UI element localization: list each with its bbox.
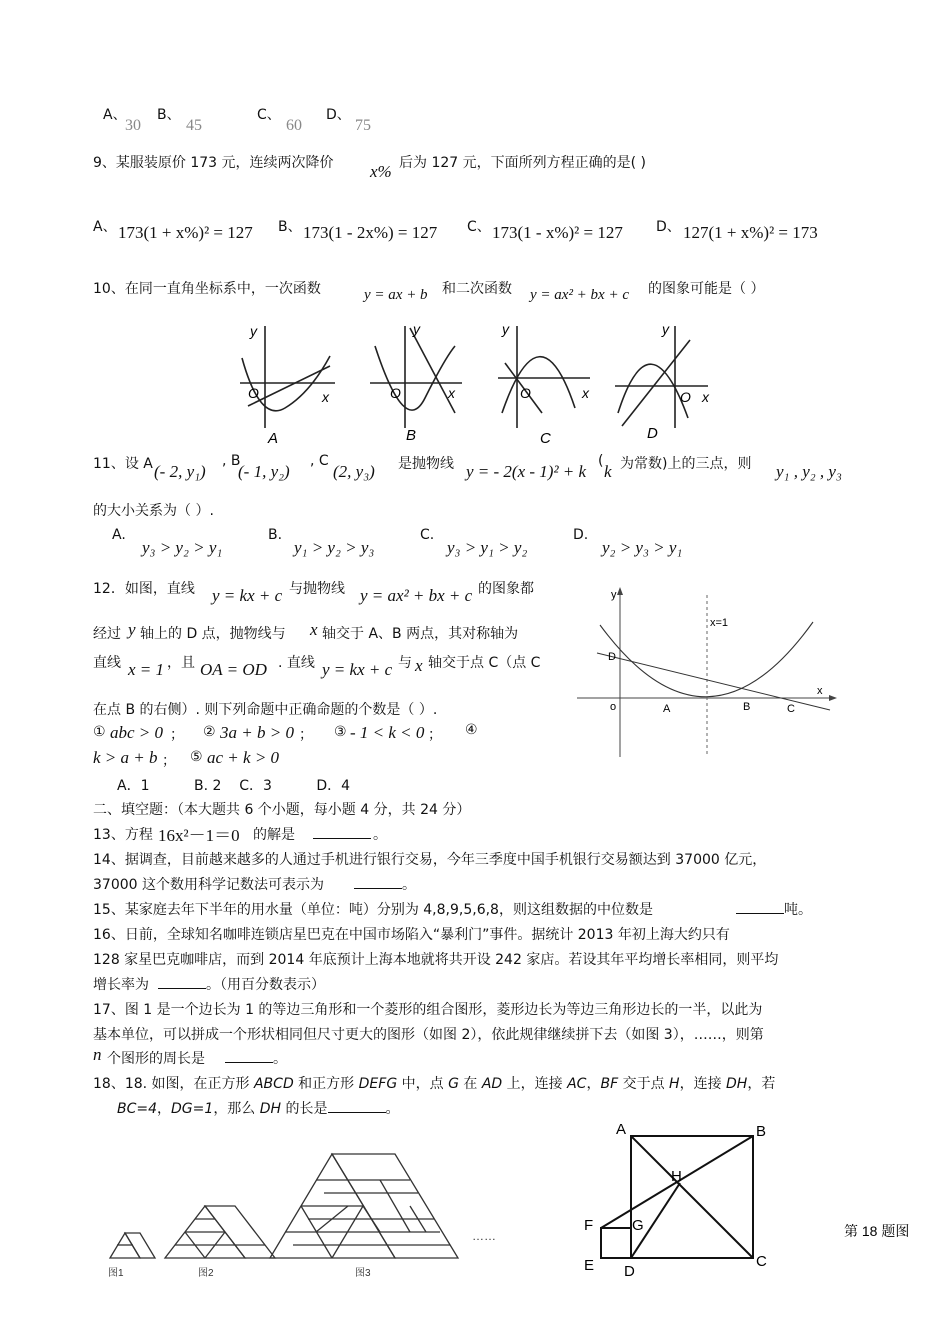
q12-line-3-formula: y = kx + c <box>322 660 393 679</box>
q16-line-2: 128 家星巴克咖啡店，而到 2014 年底预计上海本地就将共开设 242 家店。若设其年平均增长率相同，则平均 <box>93 952 779 968</box>
q12-choice-2-num: ② <box>203 724 216 740</box>
q12-choice-3-num: ③ <box>334 724 347 740</box>
q9-stem-b: 后为 127 元，下面所列方程正确的是( ) <box>399 155 646 171</box>
q18-label-a: A <box>616 1121 627 1138</box>
q11-stem-b: 是抛物线 <box>398 456 454 472</box>
q9-option-c-label: C、 <box>467 219 491 235</box>
q8-option-d-value: 75 <box>355 117 371 134</box>
q17-figures <box>100 1148 500 1283</box>
q12-choice-1-num: ① <box>93 724 106 740</box>
q18-label-g: G <box>632 1217 644 1234</box>
q9-stem-a: 9、某服装原价 173 元，连续两次降价 <box>93 155 334 171</box>
q11-k: k <box>604 462 612 481</box>
q11-k-open: ( <box>598 453 604 469</box>
q9-option-d: 127(1 + x%)² = 173 <box>683 223 818 242</box>
q12-line-1b: 与抛物线 <box>289 581 345 597</box>
q12-choice-1-sep: ； <box>170 727 184 743</box>
q12-choice-1: abc > 0 <box>110 723 164 742</box>
q11-option-d-label: D. <box>573 527 589 543</box>
q10-graphs <box>230 318 720 448</box>
q12-graph-y-label: y <box>611 589 617 601</box>
q13-text-a: 13、方程 <box>93 827 153 843</box>
q12-options: A．1 B. 2 C．3 D．4 <box>117 778 351 794</box>
q11-point-b: (- 1, y₂) <box>238 462 290 481</box>
q9-option-c: 173(1 - x%)² = 127 <box>492 223 623 242</box>
q12-line-3c: . 直线 <box>278 655 315 671</box>
q11-line-2: 的大小关系为（ ）. <box>93 503 214 519</box>
q12-choice-4-num: ④ <box>465 722 478 738</box>
q12-line-4: 在点 B 的右侧）. 则下列命题中正确命题的个数是（ ）. <box>93 702 438 718</box>
q10-graph-a-x: x <box>322 389 329 405</box>
q12-line-2b: 轴上的 D 点，抛物线与 <box>140 626 286 642</box>
q12-graph-a: A <box>663 703 671 715</box>
q12-line-3-x1: x = 1 <box>128 660 165 679</box>
q10-graph-b-y: y <box>413 321 420 337</box>
q16-blank <box>158 974 206 993</box>
q16-line-3: 增长率为 <box>93 977 149 993</box>
q10-graph-c-x: x <box>582 385 589 401</box>
q11-stem-c: 为常数)上的三点，则 <box>620 456 752 472</box>
q12-line-3x: x <box>415 656 423 675</box>
q12-choice-4-sep: ； <box>162 753 176 769</box>
q18-line-2: BC=4，DG=1，那么 DH 的长是 。 <box>117 1098 400 1118</box>
q10-graph-c-label: C <box>540 430 551 447</box>
q8-option-a-value: 30 <box>125 117 141 134</box>
q8-option-b-value: 45 <box>186 117 202 134</box>
q11-option-c-label: C. <box>420 527 435 543</box>
q17-line-2: 基本单位，可以拼成一个形状相同但尺寸更大的图形（如图 2），依此规律继续拼下去（如图 3），……，则第 <box>93 1027 764 1043</box>
q8-option-c-label: C、 <box>257 107 281 123</box>
q18-blank <box>328 1098 386 1113</box>
q11-sep-1: , B <box>222 453 241 469</box>
q12-choice-4: k > a + b <box>93 748 158 767</box>
q13-text-c: 。 <box>373 827 387 843</box>
q10-stem-b: 和二次函数 <box>442 281 512 297</box>
q10-graph-d-label: D <box>647 425 658 442</box>
q12-graph-x-label: x <box>817 685 823 697</box>
q12-graph-axis-label: x=1 <box>710 617 729 629</box>
q17-figure-1 <box>110 1233 155 1258</box>
q12-line-1c: 的图象都 <box>478 581 534 597</box>
q14-line-1: 14、据调查，目前越来越多的人通过手机进行银行交易，今年三季度中国手机银行交易额达到 37000 亿元， <box>93 852 767 868</box>
q17-figure-2-caption: 图2 <box>198 1268 214 1279</box>
section-2-heading: 二、填空题：（本大题共 6 个小题，每小题 4 分，共 24 分） <box>93 802 471 818</box>
q18-figure <box>578 1118 938 1280</box>
q17-line-3b: 。 <box>273 1051 287 1067</box>
q11-stem-a: 11、设 A <box>93 456 153 472</box>
q15-text-b: 吨。 <box>784 902 812 918</box>
q10-graph-b <box>370 326 462 428</box>
q13-blank <box>313 824 371 843</box>
q12-graph-d: D <box>608 651 616 663</box>
q15-blank <box>736 899 784 918</box>
q10-graph-a-o: O <box>248 385 259 401</box>
q13-equation: 16x²－1＝0 <box>158 826 240 845</box>
q12-line-3e: 轴交于点 C（点 C <box>428 655 541 671</box>
q8-option-a-label: A、 <box>103 107 127 123</box>
q18-label-c: C <box>756 1253 767 1270</box>
q12-line-2c: 轴交于 A、B 两点，其对称轴为 <box>322 626 519 642</box>
q8-options <box>103 104 127 124</box>
q11-point-c: (2, y₃) <box>333 462 375 481</box>
q11-option-a: y₃ > y₂ > y₁ <box>142 538 223 557</box>
q9-variable: x% <box>370 162 392 181</box>
q12-line-1a: 12．如图，直线 <box>93 581 195 597</box>
q18-label-b: B <box>756 1123 767 1140</box>
q12-line-2y: y <box>128 620 136 639</box>
q10-graph-d-y: y <box>662 321 669 337</box>
q17-continuation-dots: …… <box>472 1229 496 1243</box>
q14-line-2b: 。 <box>402 877 416 893</box>
q12-line-3b: ，且 <box>167 655 195 671</box>
q11-option-a-label: A. <box>112 527 126 543</box>
q11-parabola: y = - 2(x - 1)² + k <box>466 462 587 481</box>
q9-option-a-label: A、 <box>93 219 117 235</box>
q14-blank <box>354 874 402 893</box>
q10-graph-c-y: y <box>502 321 509 337</box>
q12-graph <box>575 585 845 765</box>
q9-option-b: 173(1 - 2x%) = 127 <box>303 223 438 242</box>
q12-line-2x: x <box>310 620 318 639</box>
q18-label-e: E <box>584 1257 595 1274</box>
q12-line-3a: 直线 <box>93 655 121 671</box>
q17-line-3: 个图形的周长是 <box>107 1051 205 1067</box>
q17-figure-3 <box>270 1154 458 1258</box>
q8-option-b-label: B、 <box>157 107 181 123</box>
q10-stem-a: 10、在同一直角坐标系中，一次函数 <box>93 281 321 297</box>
q10-graph-a <box>240 326 335 428</box>
q10-graph-b-label: B <box>406 427 417 444</box>
q12-choice-3-sep: ； <box>428 727 442 743</box>
q12-choice-5: ac + k > 0 <box>207 748 280 767</box>
q11-option-d: y₂ > y₃ > y₁ <box>602 538 683 557</box>
q18-label-d: D <box>624 1263 635 1280</box>
q12-choice-2: 3a + b > 0 <box>220 723 294 742</box>
q17-n: n <box>93 1045 102 1064</box>
q11-option-b-label: B. <box>268 527 283 543</box>
q10-graph-d-o: O <box>680 389 691 405</box>
q11-option-c: y₃ > y₁ > y₂ <box>447 538 528 557</box>
q9-option-a: 173(1 + x%)² = 127 <box>118 223 253 242</box>
q16-line-1: 16、日前，全球知名咖啡连锁店星巴克在中国市场陷入“暴利门”事件。据统计 2013 年初上海大约只有 <box>93 927 730 943</box>
q12-parabola-formula: y = ax² + bx + c <box>360 586 473 605</box>
q17-blank <box>225 1048 273 1067</box>
q12-line-2a: 经过 <box>93 626 121 642</box>
q12-line-3-oa-od: OA = OD <box>200 660 267 679</box>
q11-ys: y₁ , y₂ , y₃ <box>776 462 842 481</box>
q12-choice-3: - 1 < k < 0 <box>350 723 425 742</box>
q10-graph-a-label: A <box>268 430 279 447</box>
q9-option-b-label: B、 <box>278 219 302 235</box>
q12-graph-o: o <box>610 701 617 713</box>
q18-line-1: 18、18. 如图，在正方形 ABCD 和正方形 DEFG 中，点 G 在 AD 上，连接 AC，BF 交于点 H，连接 DH，若 <box>93 1076 776 1092</box>
q11-sep-2: , C <box>310 453 329 469</box>
q10-graph-b-o: O <box>390 385 401 401</box>
q15-text-a: 15、某家庭去年下半年的用水量（单位：吨）分别为 4,8,9,5,6,8，则这组数据的中位数是 <box>93 902 653 918</box>
q18-square <box>601 1136 753 1258</box>
q12-graph-c: C <box>787 703 795 715</box>
q17-line-1: 17、图 1 是一个边长为 1 的等边三角形和一个菱形的组合图形，菱形边长为等边三角形边长的一半，以此为 <box>93 1002 763 1018</box>
q10-graph-d-x: x <box>702 389 709 405</box>
q18-caption: 第 18 题图 <box>844 1223 910 1239</box>
q12-graph-b: B <box>743 701 751 713</box>
q18-label-f: F <box>584 1217 594 1234</box>
q17-figure-3-caption: 图3 <box>355 1268 371 1279</box>
q10-graph-c-o: O <box>520 385 531 401</box>
q8-option-d-label: D、 <box>326 107 351 123</box>
q10-stem-c: 的图象可能是（ ） <box>648 281 765 297</box>
q11-option-b: y₁ > y₂ > y₃ <box>294 538 375 557</box>
q10-graph-b-x: x <box>448 385 455 401</box>
q10-linear-function: y = ax + b <box>364 287 428 303</box>
q10-graph-c <box>498 326 590 428</box>
q11-point-a: (- 2, y₁) <box>154 462 206 481</box>
q13-text-b: 的解是 <box>253 827 295 843</box>
q16-line-3b: 。（用百分数表示） <box>206 977 325 993</box>
q12-choice-2-sep: ； <box>299 727 313 743</box>
q10-quadratic-function: y = ax² + bx + c <box>530 287 629 303</box>
q9-option-d-label: D、 <box>656 219 681 235</box>
q8-option-c-value: 60 <box>286 117 302 134</box>
q18-label-h: H <box>671 1168 682 1185</box>
q17-figure-1-caption: 图1 <box>108 1268 124 1279</box>
q10-graph-a-y: y <box>250 323 257 339</box>
q12-line-formula: y = kx + c <box>212 586 283 605</box>
q12-line-3d: 与 <box>398 655 412 671</box>
q17-figure-2 <box>165 1206 275 1258</box>
q14-line-2: 37000 这个数用科学记数法可表示为 <box>93 877 324 893</box>
q10-graph-d <box>615 326 708 428</box>
q12-choice-5-num: ⑤ <box>190 749 203 765</box>
